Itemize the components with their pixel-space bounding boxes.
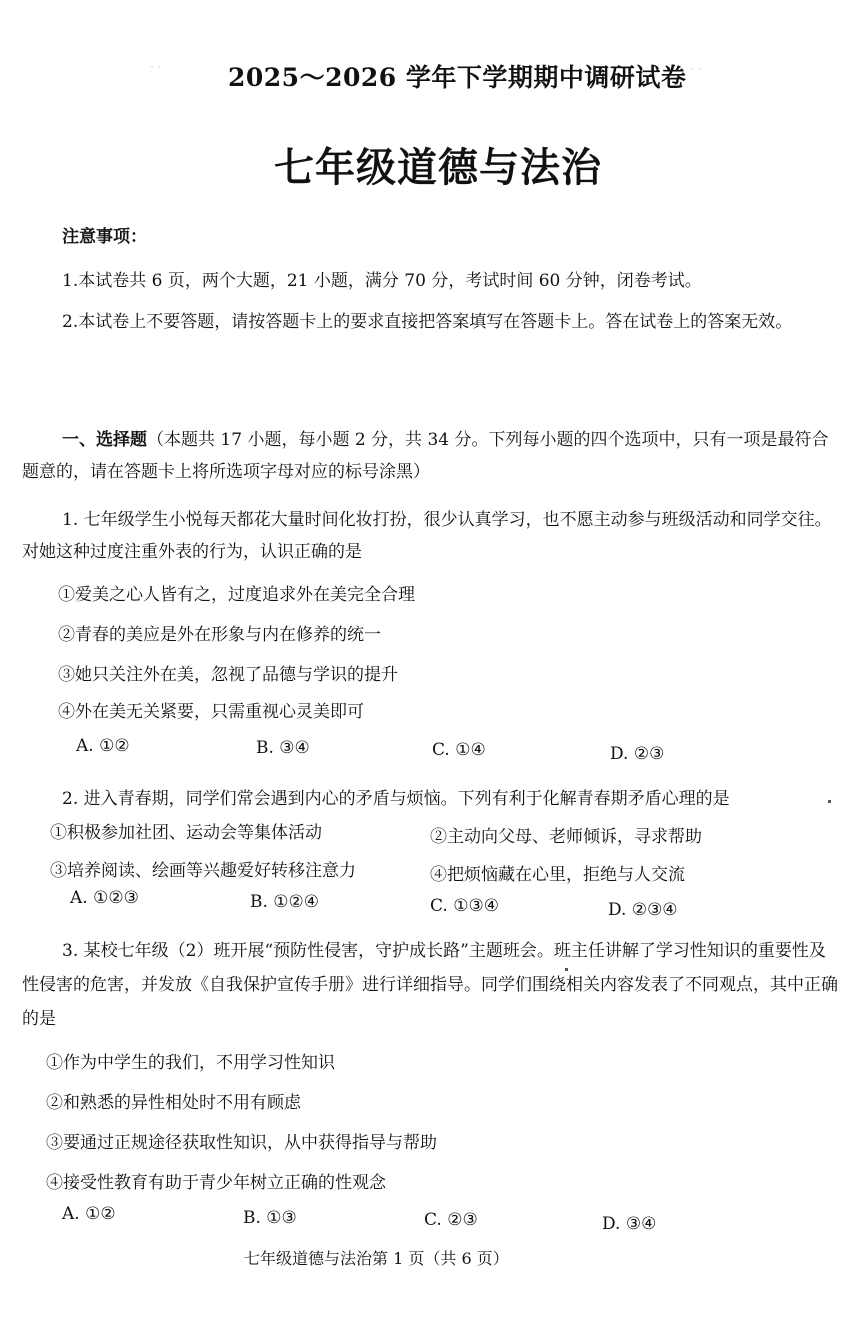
question-3-choice-d: D. ③④: [602, 1214, 657, 1234]
question-1-statement: ④外在美无关紧要，只需重视心灵美即可: [58, 702, 364, 722]
question-2-stem: 2. 进入青春期，同学们常会遇到内心的矛盾与烦恼。下列有利于化解青春期矛盾心理的是: [62, 789, 730, 809]
page-footer: 七年级道德与法治第 1 页（共 6 页）: [244, 1249, 509, 1268]
notice-item: 1.本试卷共 6 页，两个大题，21 小题，满分 70 分，考试时间 60 分钟，闭卷考试。: [62, 271, 702, 291]
question-1-statement: ①爱美之心人皆有之，过度追求外在美完全合理: [58, 585, 415, 605]
question-2-statement: ③培养阅读、绘画等兴趣爱好转移注意力: [50, 861, 356, 881]
scan-noise: [828, 800, 831, 803]
question-2-statement: ②主动向父母、老师倾诉，寻求帮助: [430, 827, 702, 847]
scan-noise: · ·: [690, 62, 702, 76]
question-3-statement: ④接受性教育有助于青少年树立正确的性观念: [46, 1173, 386, 1193]
question-3-statement: ③要通过正规途径获取性知识，从中获得指导与帮助: [46, 1133, 437, 1153]
section-heading: 一、选择题: [62, 430, 147, 450]
question-1-statement: ②青春的美应是外在形象与内在修养的统一: [58, 625, 381, 645]
question-3-statement: ②和熟悉的异性相处时不用有顾虑: [46, 1093, 301, 1113]
page-title: 七年级道德与法治: [274, 144, 602, 191]
question-3-choice-c: C. ②③: [424, 1210, 478, 1230]
question-2-choice-a: A. ①②③: [70, 888, 139, 908]
question-2-choice-d: D. ②③④: [608, 900, 678, 920]
section-instruction: （本题共 17 小题，每小题 2 分，共 34 分。下列每小题的四个选项中，只有一项是最符合题意的，请在答题卡上将所选项字母对应的标号涂黑）: [22, 430, 829, 482]
question-1-choice-b: B. ③④: [256, 738, 310, 758]
question-1-choice-d: D. ②③: [610, 744, 665, 764]
section-1-intro: [22, 424, 840, 488]
question-3-choice-a: A. ①②: [62, 1204, 116, 1224]
notice-heading: 注意事项：: [62, 227, 147, 247]
notice-item: 2.本试卷上不要答题，请按答题卡上的要求直接把答案填写在答题卡上。答在试卷上的答案无效。: [62, 312, 793, 332]
exam-subtitle: 2025～2026 学年下学期期中调研试卷: [228, 63, 687, 92]
question-2-choice-b: B. ①②④: [250, 892, 320, 912]
question-1-choice-c: C. ①④: [432, 740, 486, 760]
question-3-statement: ①作为中学生的我们，不用学习性知识: [46, 1053, 335, 1073]
question-3-stem: 3. 某校七年级（2）班开展“预防性侵害，守护成长路”主题班会。班主任讲解了学习性知识的重要性及性侵害的危害，并发放《自我保护宣传手册》进行详细指导。同学们围绕相关内容发表了不同观点，其中正确的是: [22, 941, 838, 1029]
question-2-statement: ④把烦恼藏在心里，拒绝与人交流: [430, 865, 685, 885]
question-1-stem: 1. 七年级学生小悦每天都花大量时间化妆打扮，很少认真学习，也不愿主动参与班级活动和同学交往。对她这种过度注重外表的行为，认识正确的是: [22, 510, 832, 562]
question-2-choice-c: C. ①③④: [430, 896, 499, 916]
question-1-choice-a: A. ①②: [76, 736, 130, 756]
question-1-statement: ③她只关注外在美，忽视了品德与学识的提升: [58, 665, 398, 685]
question-3-choice-b: B. ①③: [243, 1208, 297, 1228]
scan-noise: · ·: [150, 60, 162, 74]
question-2-statement: ①积极参加社团、运动会等集体活动: [50, 823, 322, 843]
